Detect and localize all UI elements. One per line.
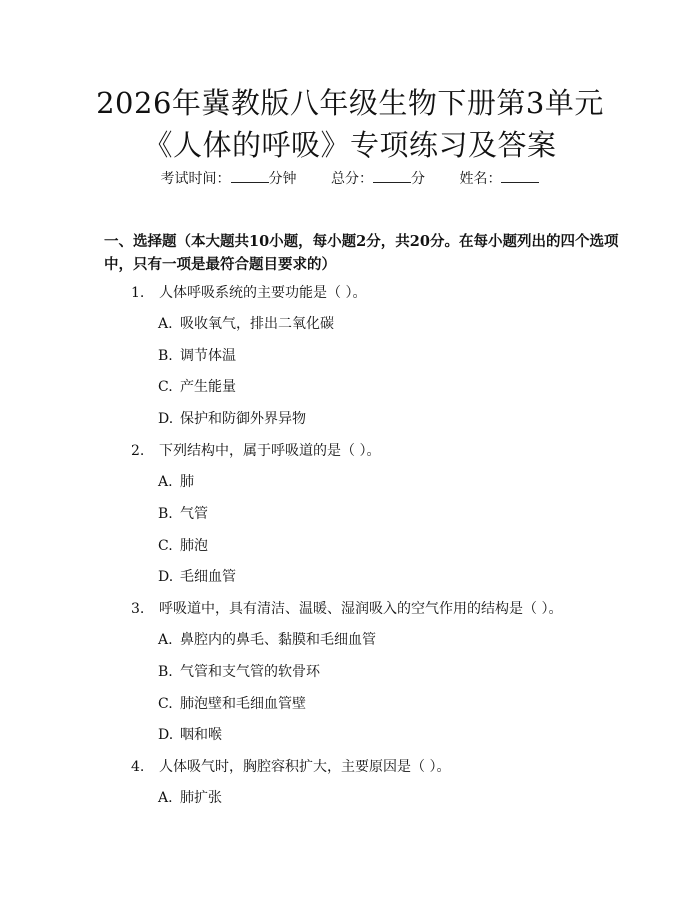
question-2-option-a — [158, 472, 618, 492]
total-score-unit: 分 — [411, 171, 425, 187]
option-letter: B. — [158, 348, 173, 364]
option-text: 气管 — [180, 506, 208, 522]
question-1-option-a — [158, 314, 618, 334]
exam-time-label: 考试时间： — [160, 171, 231, 187]
option-text: 肺泡壁和毛细血管壁 — [180, 696, 306, 712]
option-letter: B. — [158, 664, 173, 680]
question-text: 下列结构中，属于呼吸道的是（ ）。 — [159, 443, 381, 459]
question-4-option-a — [158, 788, 618, 808]
option-letter: C. — [158, 696, 173, 712]
question-2-option-d — [158, 567, 618, 587]
question-4 — [131, 757, 631, 777]
option-letter: B. — [158, 506, 173, 522]
option-letter: D. — [158, 411, 174, 427]
question-2-option-b — [158, 504, 618, 524]
question-number: 3. — [131, 601, 145, 617]
question-number: 4. — [131, 759, 145, 775]
total-score-label: 总分： — [331, 171, 373, 187]
option-letter: A. — [158, 790, 173, 806]
question-3-option-a — [158, 630, 618, 650]
exam-time-field — [161, 168, 297, 189]
question-2-option-c — [158, 536, 618, 556]
option-letter: C. — [158, 538, 173, 554]
option-letter: A. — [158, 316, 173, 332]
option-text: 调节体温 — [180, 348, 236, 364]
exam-info-line — [0, 168, 700, 189]
student-name-label: 姓名： — [459, 171, 502, 187]
question-1-option-d — [158, 409, 618, 429]
option-text: 气管和支气管的软骨环 — [180, 664, 320, 680]
option-letter: C. — [158, 379, 173, 395]
question-text: 人体吸气时，胸腔容积扩大，主要原因是（ ）。 — [159, 759, 451, 775]
question-3-option-d — [158, 725, 618, 745]
option-letter: A. — [158, 474, 173, 490]
section-header: 一、选择题（本大题共10小题，每小题2分，共20分。在每小题列出的四个选项中，只有一项是最符合题目要求的） — [104, 233, 619, 273]
question-1-option-c — [158, 377, 618, 397]
total-score-blank — [373, 168, 411, 183]
question-number: 1. — [131, 285, 145, 301]
question-number: 2. — [131, 443, 145, 459]
option-letter: D. — [158, 569, 174, 585]
option-text: 产生能量 — [180, 379, 236, 395]
option-text: 毛细血管 — [180, 569, 236, 585]
option-text: 鼻腔内的鼻毛、黏膜和毛细血管 — [180, 632, 376, 648]
question-text: 人体呼吸系统的主要功能是（ ）。 — [159, 285, 367, 301]
option-text: 咽和喉 — [180, 727, 222, 743]
option-letter: D. — [158, 727, 174, 743]
question-3 — [131, 599, 631, 619]
option-letter: A. — [158, 632, 173, 648]
student-name-field — [459, 168, 539, 189]
option-text: 肺泡 — [180, 538, 208, 554]
option-text: 吸收氧气，排出二氧化碳 — [180, 316, 334, 332]
option-text: 肺 — [180, 474, 194, 490]
question-3-option-b — [158, 662, 618, 682]
question-text: 呼吸道中，具有清洁、温暖、湿润吸入的空气作用的结构是（ ）。 — [159, 601, 563, 617]
exam-time-unit: 分钟 — [268, 171, 297, 187]
document-title: 2026年冀教版八年级生物下册第3单元《人体的呼吸》专项练习及答案 — [96, 86, 604, 162]
student-name-blank — [501, 168, 539, 183]
question-3-option-c — [158, 694, 618, 714]
exam-time-blank — [231, 168, 269, 183]
question-2 — [131, 441, 631, 461]
question-1 — [131, 283, 631, 303]
question-1-option-b — [158, 346, 618, 366]
option-text: 肺扩张 — [180, 790, 222, 806]
total-score-field — [331, 168, 425, 189]
option-text: 保护和防御外界异物 — [180, 411, 306, 427]
